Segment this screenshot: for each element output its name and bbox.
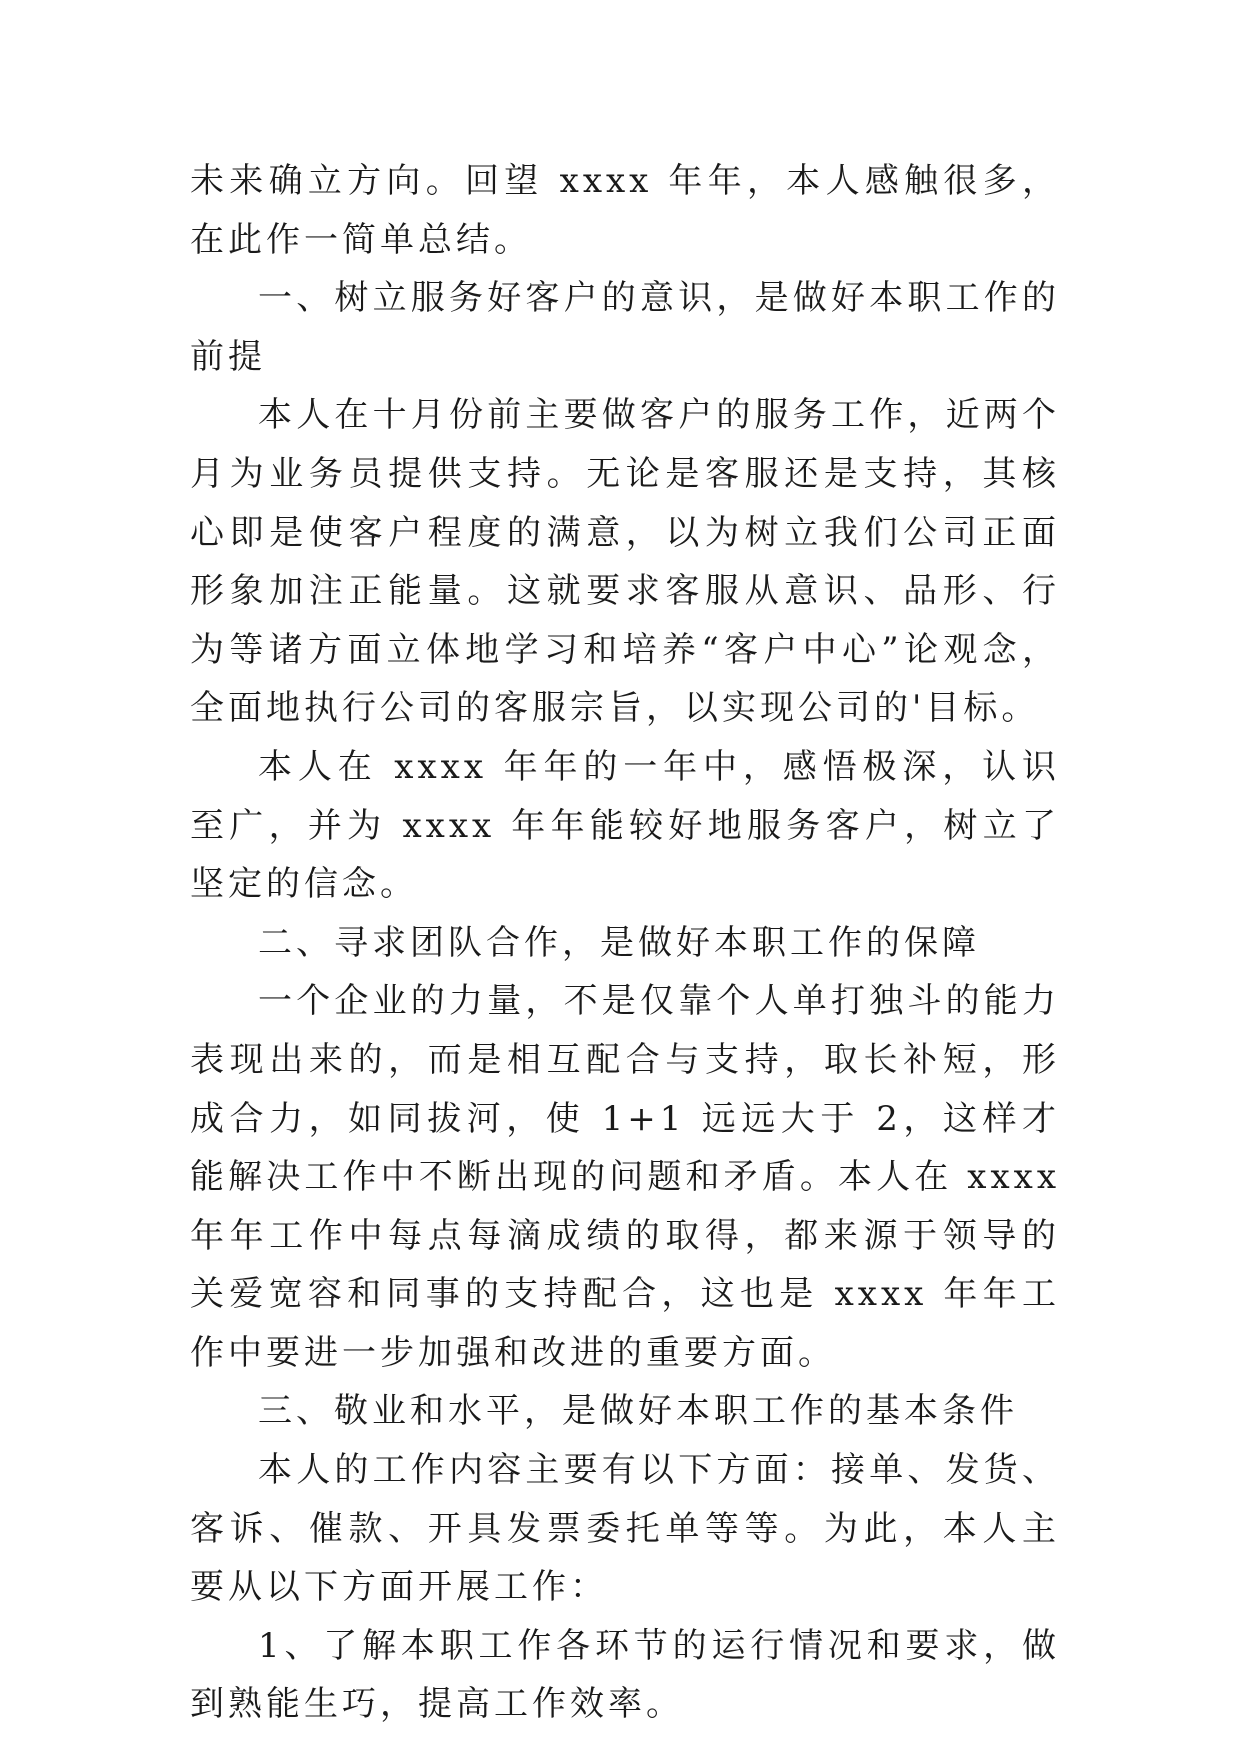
paragraph-year-reflection: 本人在 xxxx 年年的一年中，感悟极深，认识至广，并为 xxxx 年年能较好地服务客户，树立了坚定的信念。 [190,746,1060,905]
section-heading-3: 三、敬业和水平，是做好本职工作的基本条件 [258,1391,1018,1432]
paragraph-teamwork: 一个企业的力量，不是仅靠个人单打独斗的能力表现出来的，而是相互配合与支持，取长补短，形成合力，如同拔河，使 1+1 远远大于 2，这样才能解决工作中不断出现的问题和矛盾。本人在 xxxx 年年工作中每点每滴成绩的取得，都来源于领导的关爱宽容和同事的支持配合，这也是 xxxx 年年工作中要进一步加强和改进的重要方面。 [190,981,1060,1373]
paragraph-intro-closing: 未来确立方向。回望 xxxx 年年，本人感触很多，在此作一简单总结。 [190,161,1060,260]
document-body [190,152,1060,1734]
list-item-1: 1、了解本职工作各环节的运行情况和要求，做到熟能生巧，提高工作效率。 [190,1625,1060,1725]
section-heading-1: 一、树立服务好客户的意识，是做好本职工作的前提 [190,278,1060,377]
paragraph-work-content: 本人的工作内容主要有以下方面：接单、发货、客诉、催款、开具发票委托单等等。为此，本人主要从以下方面开展工作： [190,1450,1060,1608]
paragraph-customer-service: 本人在十月份前主要做客户的服务工作，近两个月为业务员提供支持。无论是客服还是支持，其核心即是使客户程度的满意，以为树立我们公司正面形象加注正能量。这就要求客服从意识、品形、行为等诸方面立体地学习和培养“客户中心”论观念，全面地执行公司的客服宗旨，以实现公司的'目标。 [190,395,1060,729]
section-heading-2: 二、寻求团队合作，是做好本职工作的保障 [258,922,980,963]
